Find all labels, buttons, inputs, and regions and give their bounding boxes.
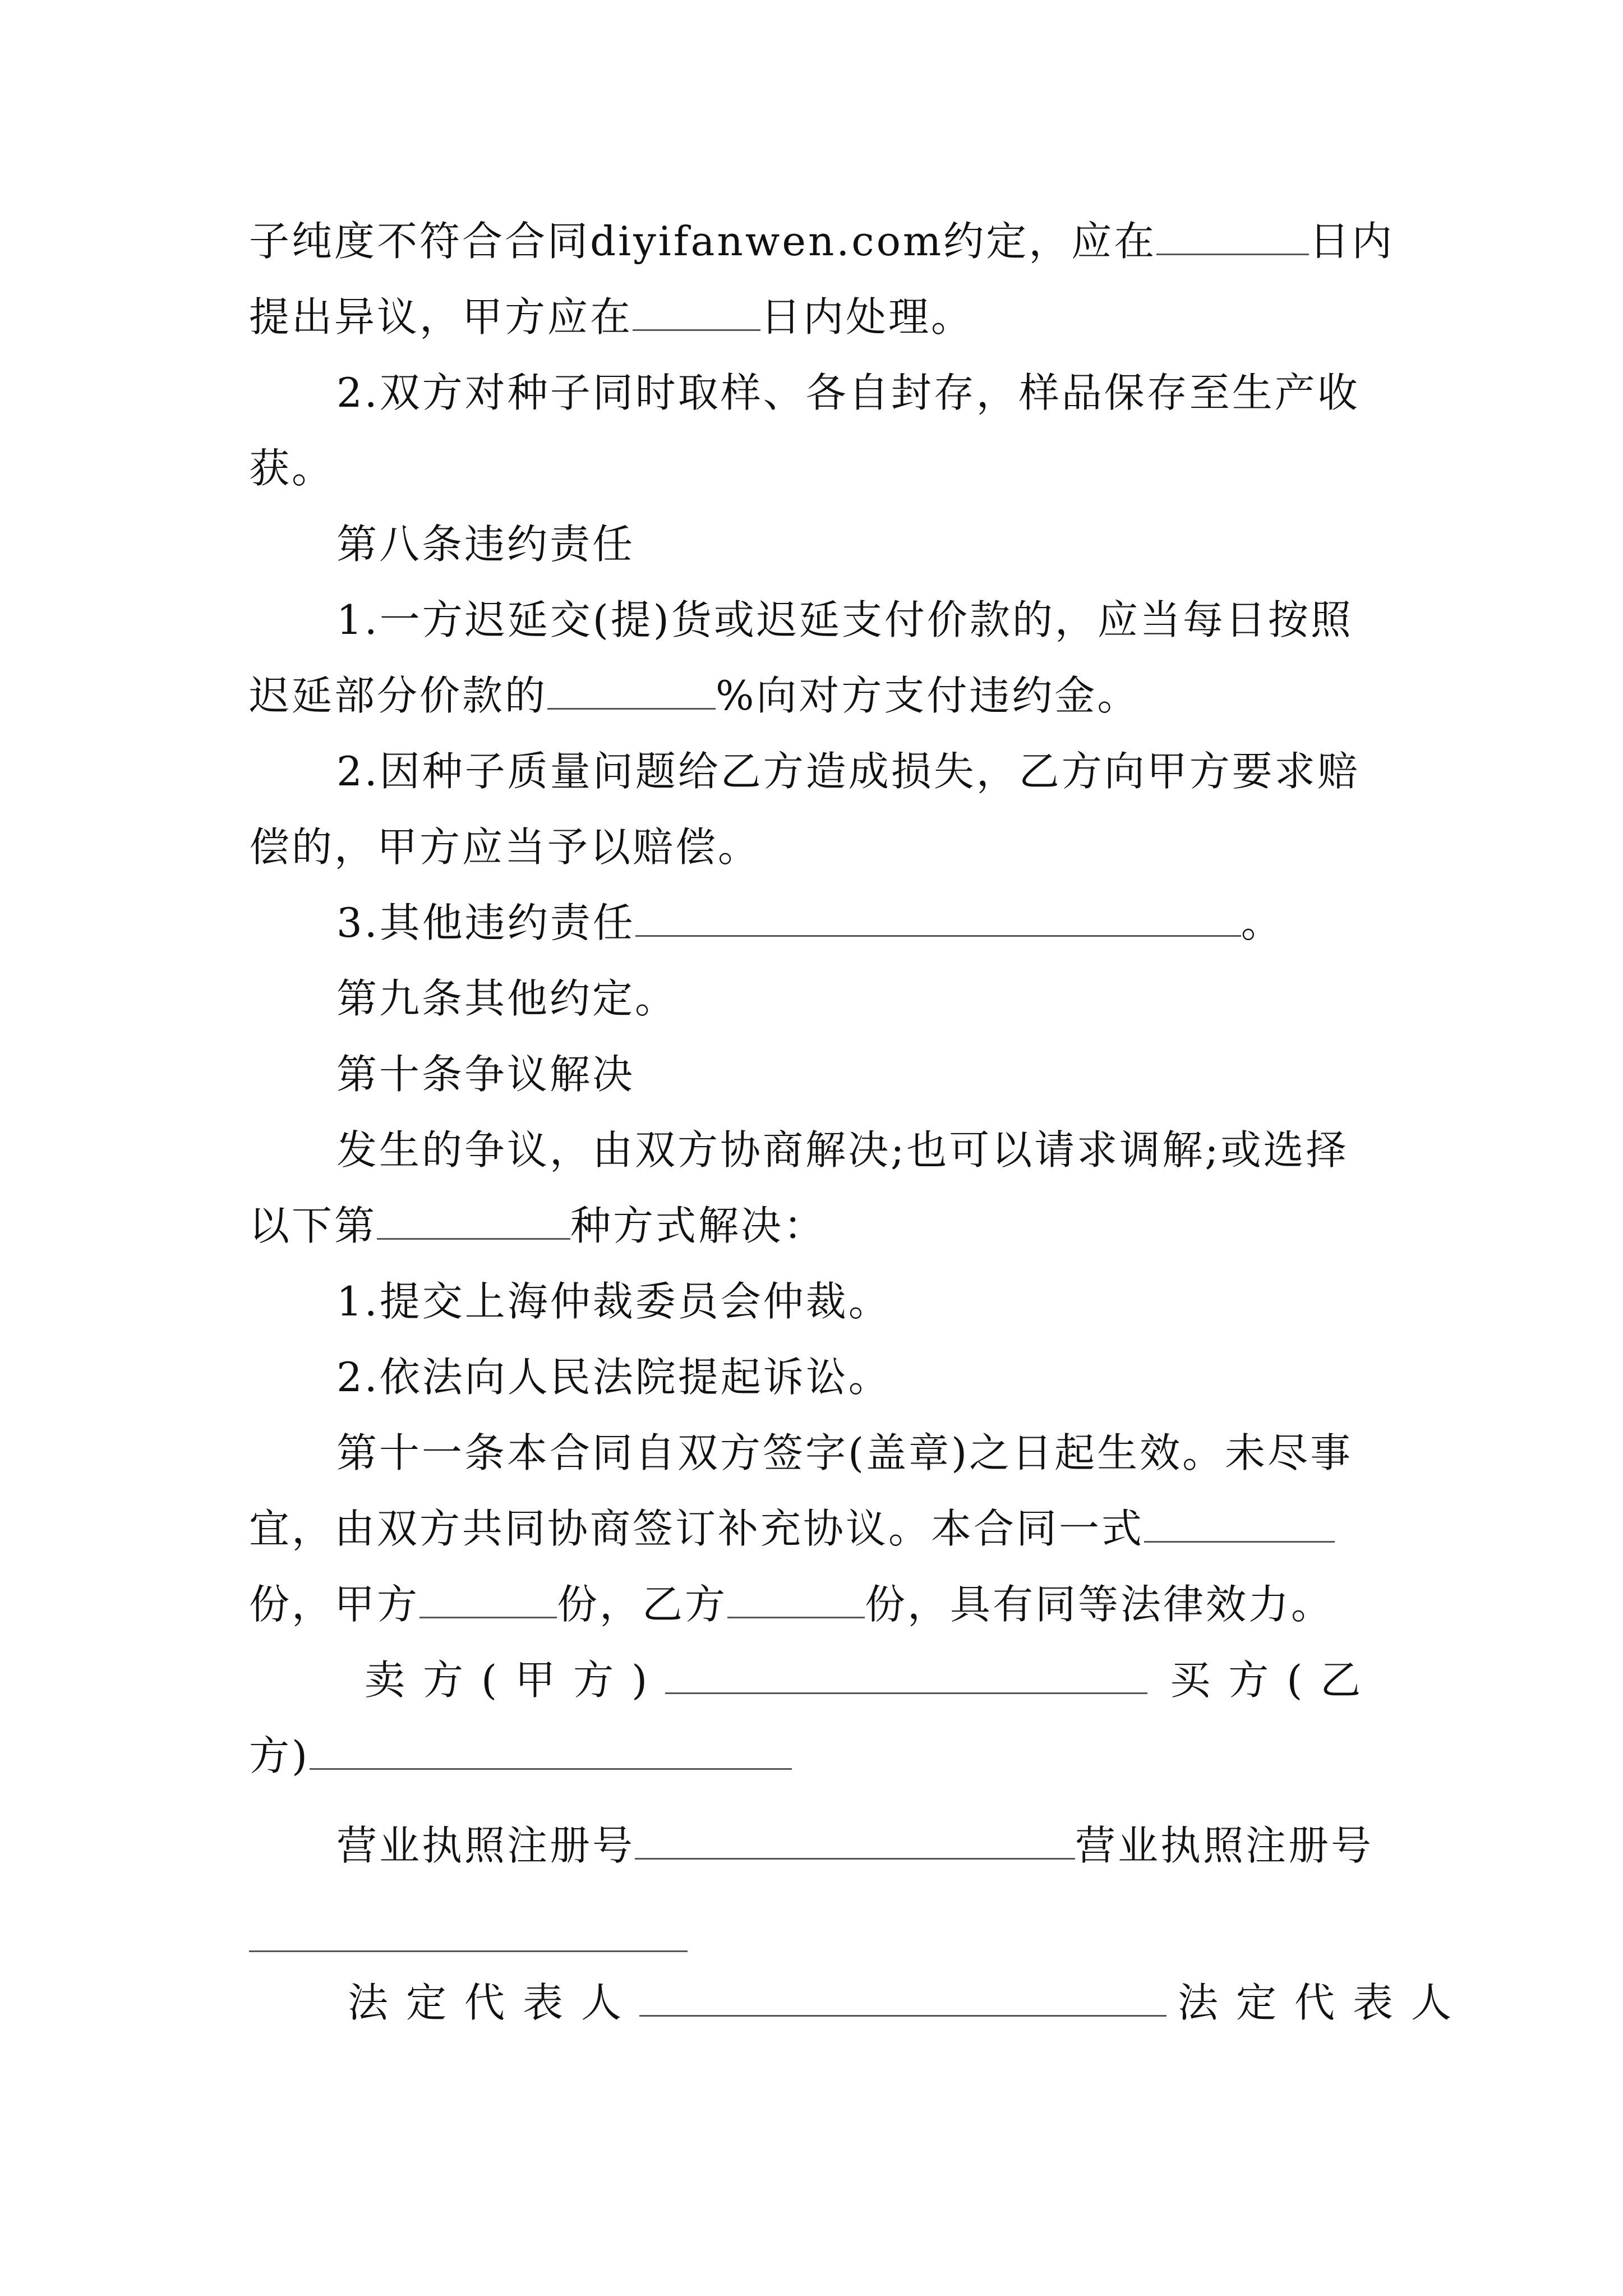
text-line: 以下第 种方式解决： bbox=[249, 1198, 826, 1254]
signature-line: 卖方(甲方) 买方(乙 bbox=[365, 1652, 1378, 1708]
text-line: 3.其他违约责任 。 bbox=[336, 895, 1284, 951]
fill-blank bbox=[419, 1577, 557, 1618]
signature-line: 方) bbox=[249, 1728, 792, 1784]
text-line: 2.因种子质量问题给乙方造成损失，乙方向甲方要求赔 bbox=[336, 748, 1360, 795]
fill-blank bbox=[249, 1950, 688, 1952]
signature-line: 营业执照注册号 营业执照注册号 bbox=[336, 1818, 1373, 1874]
fill-blank bbox=[1156, 214, 1309, 255]
fill-blank bbox=[635, 896, 1241, 937]
text-line: 获。 bbox=[249, 445, 335, 492]
fill-blank bbox=[310, 1729, 792, 1770]
section-heading: 第八条违约责任 bbox=[336, 521, 635, 568]
text-line: 2.依法向人民法院提起诉讼。 bbox=[336, 1354, 891, 1401]
text-line: 2.双方对种子同时取样、各自封存，样品保存至生产收 bbox=[336, 369, 1360, 416]
fill-blank bbox=[633, 290, 760, 331]
text-line: 发生的争议，由双方协商解决;也可以请求调解;或选择 bbox=[336, 1126, 1349, 1174]
text-line: 宜，由双方共同协商签订补充协议。本合同一式 bbox=[249, 1501, 1335, 1557]
fill-blank bbox=[1144, 1502, 1335, 1543]
fill-blank bbox=[727, 1577, 865, 1618]
section-heading: 第十条争议解决 bbox=[336, 1051, 635, 1098]
signature-line: 法定代表人 法定代表人 bbox=[348, 1975, 1469, 2031]
fill-blank bbox=[635, 1819, 1075, 1860]
text-line: 子纯度不符合合同diyifanwen.com约定，应在 日内 bbox=[249, 213, 1394, 269]
text-line: 迟延部分价款的 %向对方支付违约金。 bbox=[249, 668, 1140, 724]
text-line: 第十一条本合同自双方签字(盖章)之日起生效。未尽事 bbox=[336, 1429, 1353, 1476]
fill-blank bbox=[665, 1653, 1147, 1694]
section-heading: 第九条其他约定。 bbox=[336, 975, 678, 1022]
text-line: 偿的，甲方应当予以赔偿。 bbox=[249, 823, 761, 871]
fill-blank bbox=[377, 1199, 570, 1240]
text-line: 1.一方迟延交(提)货或迟延支付价款的，应当每日按照 bbox=[336, 596, 1353, 643]
text-line: 份，甲方 份，乙方 份，具有同等法律效力。 bbox=[249, 1576, 1334, 1632]
fill-blank bbox=[547, 669, 716, 710]
text-line: 提出异议，甲方应在 日内处理。 bbox=[249, 289, 974, 345]
fill-blank bbox=[639, 1976, 1166, 2017]
text-line: 1.提交上海仲裁委员会仲裁。 bbox=[336, 1278, 891, 1325]
